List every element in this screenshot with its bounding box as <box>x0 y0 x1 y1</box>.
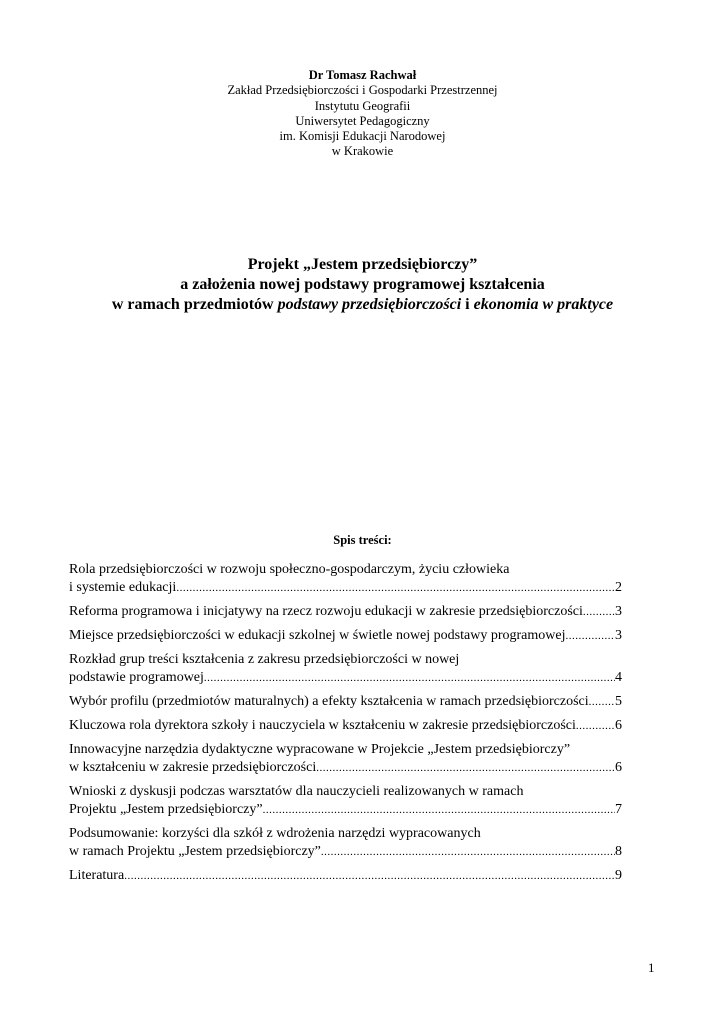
page-number: 1 <box>648 960 655 975</box>
toc-page-number: 2 <box>615 580 622 595</box>
toc-heading: Spis treści: <box>333 533 392 547</box>
toc-entry-title: podstawie programowej <box>69 670 204 685</box>
toc-page-number: 5 <box>615 694 622 709</box>
toc-dot-leader <box>316 759 615 777</box>
toc-dot-leader <box>204 669 615 687</box>
toc-page-number: 9 <box>615 868 622 883</box>
title-subject-1: podstawy przedsiębiorczości <box>277 296 462 313</box>
title-line-2: a założenia nowej podstawy programowej kształcenia <box>180 276 545 293</box>
toc-entry-line <box>69 669 622 687</box>
title-line-3 <box>0 295 725 315</box>
author-name: Dr Tomasz Rachwał <box>308 68 417 82</box>
affiliation-line: Uniwersytet Pedagogiczny <box>295 113 430 128</box>
toc-entry-line <box>69 693 622 711</box>
toc-entry[interactable] <box>69 741 622 777</box>
toc-dot-leader <box>124 867 615 885</box>
toc-entry-title: Literatura <box>69 868 125 883</box>
affiliation-line: im. Komisji Edukacji Narodowej <box>279 129 446 144</box>
toc-entry[interactable] <box>69 693 622 711</box>
toc-page-number: 6 <box>615 718 622 733</box>
toc-entry[interactable] <box>69 603 622 621</box>
title-line-3-prefix: w ramach przedmiotów <box>111 296 278 313</box>
toc-dot-leader <box>583 603 615 621</box>
toc-entry[interactable] <box>69 783 622 819</box>
toc-entry-title: Miejsce przedsiębiorczości w edukacji szkolnej w świetle nowej podstawy programowej <box>69 628 566 643</box>
toc-entry-line <box>69 579 622 597</box>
toc-entry[interactable] <box>69 627 622 645</box>
toc-entry[interactable] <box>69 867 622 885</box>
toc-entry-title: Wybór profilu (przedmiotów maturalnych) a efekty kształcenia w ramach przedsiębiorczości <box>69 694 589 709</box>
toc-entry-first-line: Podsumowanie: korzyści dla szkół z wdrożenia narzędzi wypracowanych <box>69 826 481 841</box>
title-and: i <box>461 296 474 313</box>
toc-entry[interactable] <box>69 561 622 597</box>
toc-entry-line <box>69 759 622 777</box>
toc-page-number: 3 <box>615 604 622 619</box>
toc-entry-line <box>69 627 622 645</box>
affiliation-line: w Krakowie <box>331 144 394 159</box>
toc-entry-line <box>69 867 622 885</box>
toc-entry-title: Projektu „Jestem przedsiębiorczy” <box>69 802 263 817</box>
toc-entry-line <box>69 717 622 735</box>
toc-entry-first-line: Wnioski z dyskusji podczas warsztatów dla nauczycieli realizowanych w ramach <box>69 784 524 799</box>
toc-entry-line <box>69 603 622 621</box>
author-block <box>0 68 725 160</box>
toc-dot-leader <box>321 843 615 861</box>
toc-entry-line <box>69 801 622 819</box>
title-subject-2: ekonomia w praktyce <box>473 296 614 313</box>
affiliation-line: Instytutu Geografii <box>314 98 411 113</box>
toc-dot-leader <box>576 717 615 735</box>
toc-entry-first-line: Rozkład grup treści kształcenia z zakresu przedsiębiorczości w nowej <box>69 652 460 667</box>
toc-dot-leader <box>263 801 615 819</box>
toc-entry[interactable] <box>69 717 622 735</box>
toc-page-number: 3 <box>615 628 622 643</box>
toc-entry-title: w ramach Projektu „Jestem przedsiębiorczy” <box>69 844 321 859</box>
toc-entry[interactable] <box>69 651 622 687</box>
toc-entry-first-line: Innowacyjne narzędzia dydaktyczne wypracowane w Projekcie „Jestem przedsiębiorczy” <box>69 742 571 757</box>
toc-entry-first-line: Rola przedsiębiorczości w rozwoju społeczno-gospodarczym, życiu człowieka <box>69 562 510 577</box>
affiliation-line: Zakład Przedsiębiorczości i Gospodarki Przestrzennej <box>227 83 498 98</box>
toc-page-number: 6 <box>615 760 622 775</box>
toc-dot-leader <box>565 627 615 645</box>
document-title <box>0 255 725 315</box>
table-of-contents <box>69 561 622 891</box>
toc-entry-title: w kształceniu w zakresie przedsiębiorczości <box>69 760 317 775</box>
toc-dot-leader <box>589 693 615 711</box>
toc-dot-leader <box>176 579 615 597</box>
toc-entry-title: i systemie edukacji <box>69 580 177 595</box>
toc-page-number: 8 <box>615 844 622 859</box>
toc-page-number: 7 <box>615 802 622 817</box>
toc-entry[interactable] <box>69 825 622 861</box>
toc-entry-title: Kluczowa rola dyrektora szkoły i nauczyciela w kształceniu w zakresie przedsiębiorczości <box>69 718 576 733</box>
toc-entry-line <box>69 843 622 861</box>
toc-entry-title: Reforma programowa i inicjatywy na rzecz rozwoju edukacji w zakresie przedsiębiorczości <box>69 604 583 619</box>
title-line-1: Projekt „Jestem przedsiębiorczy” <box>247 256 478 273</box>
toc-page-number: 4 <box>615 670 622 685</box>
